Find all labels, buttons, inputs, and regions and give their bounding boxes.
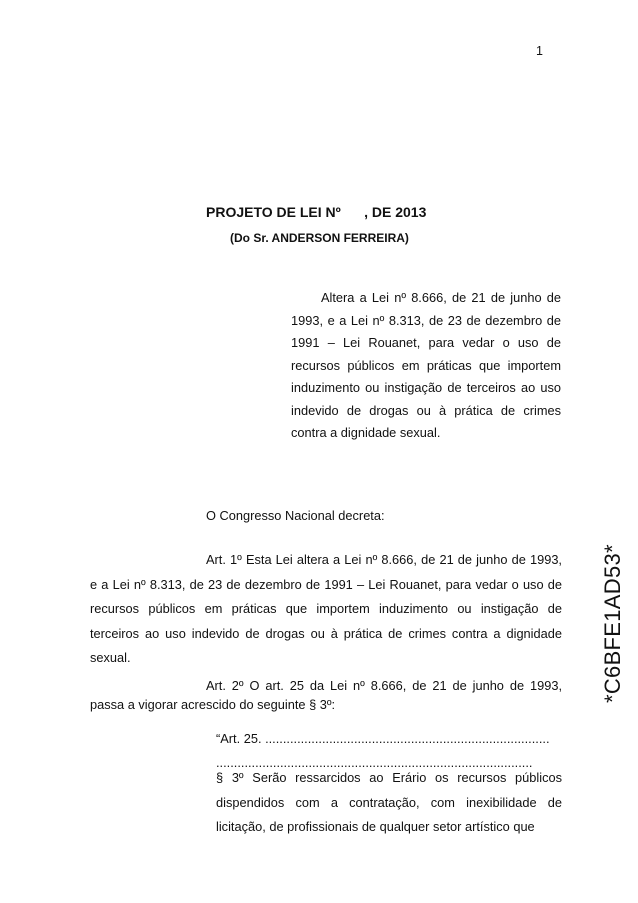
quote-line: “Art. 25. ................................................................................ [216, 731, 550, 746]
bill-author: (Do Sr. ANDERSON FERREIRA) [230, 231, 409, 245]
quote-line: ......................................................................................... [216, 755, 533, 770]
bill-title: PROJETO DE LEI Nº , DE 2013 [206, 204, 427, 220]
document-barcode-text: *C6BFE1AD53* [600, 544, 625, 703]
page-number: 1 [536, 44, 543, 58]
enacting-clause: O Congresso Nacional decreta: [206, 508, 385, 523]
bill-summary: Altera a Lei nº 8.666, de 21 de junho de 1993, e a Lei nº 8.313, de 23 de dezembro de 1991 – Lei Rouanet, para vedar o uso de recursos públicos em práticas que importem induzimento ou instigação de terceiros ao uso indevido de drogas ou à prática de crimes contra a dignidade sexual. [291, 290, 561, 440]
article-2: Art. 2º O art. 25 da Lei nº 8.666, de 21 de junho de 1993, passa a vigorar acrescido do seguinte § 3º: [90, 678, 562, 712]
article-1: Art. 1º Esta Lei altera a Lei nº 8.666, de 21 de junho de 1993, e a Lei nº 8.313, de 23 de dezembro de 1991 – Lei Rouanet, para vedar o uso de recursos públicos em práticas que importem induzimento ou instigação de terceiros ao uso indevido de drogas ou à prática de crimes contra a dignidade sexual. [90, 552, 562, 665]
new-paragraph-3: § 3º Serão ressarcidos ao Erário os recursos públicos dispendidos com a contratação, com inexibilidade de licitação, de profissionais de qualquer setor artístico que [216, 770, 562, 834]
